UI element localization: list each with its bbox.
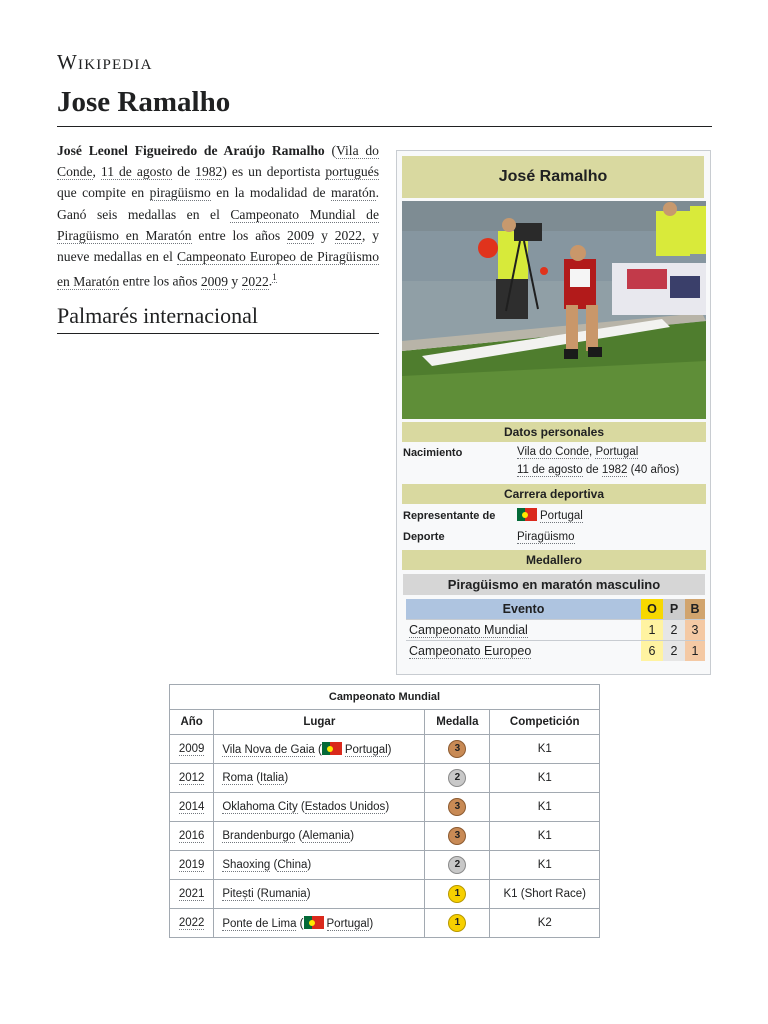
place-cell xyxy=(214,764,425,793)
year-cell[interactable] xyxy=(170,793,214,822)
results-caption: Campeonato Mundial xyxy=(170,685,600,710)
text: ) xyxy=(385,801,390,813)
link-year[interactable]: 2019 xyxy=(178,859,205,871)
gold-count: 6 xyxy=(641,641,663,662)
table-row xyxy=(406,641,705,662)
reference-1[interactable] xyxy=(272,272,277,283)
portugal-flag-icon xyxy=(322,742,342,755)
table-row xyxy=(170,909,600,938)
table-row xyxy=(406,620,705,641)
silver-count: 2 xyxy=(663,620,685,641)
place-cell xyxy=(214,909,425,938)
text: ) xyxy=(350,830,355,842)
competition-cell: K1 xyxy=(490,735,600,764)
competition-cell: K1 xyxy=(490,822,600,851)
link-year[interactable]: 2021 xyxy=(178,888,205,900)
medals-header: Medallero xyxy=(402,550,706,570)
medal-cell xyxy=(425,793,490,822)
infobox xyxy=(396,150,711,675)
table-row xyxy=(170,735,600,764)
link-country[interactable]: Portugal xyxy=(344,744,388,756)
link-campeonato-europeo[interactable]: Campeonato Europeo de Piragüismo en Maratón xyxy=(57,249,379,289)
text: ( xyxy=(314,744,322,756)
reference-link[interactable]: 1 xyxy=(272,272,277,283)
text: y xyxy=(314,227,335,243)
link-country[interactable]: Rumania xyxy=(260,888,307,900)
link-country[interactable]: Italia xyxy=(260,772,285,784)
link-2009-second[interactable]: 2009 xyxy=(200,273,229,289)
place-header: Lugar xyxy=(214,710,425,735)
link-2022[interactable]: 2022 xyxy=(334,227,362,243)
table-row xyxy=(170,764,600,793)
link-year[interactable]: 2009 xyxy=(178,743,205,755)
text: ( xyxy=(253,772,261,784)
text: ( xyxy=(296,918,304,930)
place-cell xyxy=(214,735,425,764)
table-row xyxy=(170,822,600,851)
link-representative-country[interactable]: Portugal xyxy=(540,510,583,522)
text: ( xyxy=(253,888,261,900)
link-maraton[interactable]: maratón xyxy=(331,185,376,201)
personal-data-header: Datos personales xyxy=(402,422,706,442)
portugal-flag-icon xyxy=(304,916,324,929)
table-row xyxy=(170,851,600,880)
year-header: Año xyxy=(170,710,214,735)
text: que compite en xyxy=(57,185,150,201)
medal-cell xyxy=(425,822,490,851)
link-country[interactable]: Estados Unidos xyxy=(304,801,386,813)
text: entre los años xyxy=(119,273,201,289)
event-cell[interactable] xyxy=(406,641,641,662)
birth-value xyxy=(517,443,679,479)
medal-icon: 2 xyxy=(448,769,466,787)
portugal-flag-icon xyxy=(517,508,537,521)
text: , xyxy=(92,164,101,180)
medal-icon: 3 xyxy=(448,740,466,758)
text: ( xyxy=(295,830,303,842)
bronze-count: 3 xyxy=(685,620,705,641)
age-text: (40 años) xyxy=(627,464,680,476)
silver-count: 2 xyxy=(663,641,685,662)
event-cell[interactable] xyxy=(406,620,641,641)
medal-cell xyxy=(425,851,490,880)
medal-count-table xyxy=(406,599,705,661)
link-year[interactable]: 2016 xyxy=(178,830,205,842)
place-cell xyxy=(214,822,425,851)
link-sport[interactable]: Piragüismo xyxy=(517,531,575,543)
link-birth-day[interactable]: 11 de agosto xyxy=(517,464,583,476)
link-city[interactable]: Oklahoma City xyxy=(222,801,298,813)
section-divider xyxy=(57,333,379,334)
link-city[interactable]: Vila Nova de Gaia xyxy=(222,744,315,756)
text: , y nueve medallas en el xyxy=(57,227,380,265)
medal-box xyxy=(403,574,705,668)
link-vila-do-conde[interactable]: Vila do Conde xyxy=(57,143,379,180)
link-event[interactable]: Campeonato Mundial xyxy=(409,623,528,637)
competition-cell: K2 xyxy=(490,909,600,938)
link-birth-country[interactable]: Portugal xyxy=(595,446,639,458)
text: ) xyxy=(307,859,312,871)
athlete-photo-image xyxy=(402,201,706,419)
link-city[interactable]: Roma xyxy=(222,772,253,784)
text: ) xyxy=(369,918,374,930)
link-piraguismo[interactable]: piragüismo xyxy=(149,185,211,201)
gold-header: O xyxy=(641,599,663,620)
link-2009[interactable]: 2009 xyxy=(287,227,315,243)
table-row xyxy=(170,880,600,909)
medal-icon: 3 xyxy=(448,827,466,845)
year-cell[interactable] xyxy=(170,851,214,880)
link-campeonato-mundial[interactable]: Campeonato Mundial de Piragüismo en Maratón xyxy=(57,206,379,243)
infobox-title: José Ramalho xyxy=(402,156,704,198)
competition-cell: K1 xyxy=(490,764,600,793)
link-country[interactable]: Alemania xyxy=(302,830,351,842)
page-title: Jose Ramalho xyxy=(57,86,231,118)
medals-discipline: Piragüismo en maratón masculino xyxy=(403,574,705,595)
results-table xyxy=(169,684,600,938)
competition-cell: K1 xyxy=(490,793,600,822)
link-year[interactable]: 2012 xyxy=(178,772,205,784)
medal-header: Medalla xyxy=(425,710,490,735)
text: en la modalidad de xyxy=(210,185,332,201)
text: ) xyxy=(306,888,311,900)
text: ) xyxy=(284,772,289,784)
sport-label: Deporte xyxy=(403,531,445,543)
link-year[interactable]: 2022 xyxy=(178,917,205,929)
event-header: Evento xyxy=(406,599,641,620)
link-city[interactable]: Pitești xyxy=(222,888,254,900)
link-city[interactable]: Brandenburgo xyxy=(222,830,296,842)
year-cell[interactable] xyxy=(170,880,214,909)
text: ( xyxy=(324,143,337,158)
place-cell xyxy=(214,793,425,822)
competition-header: Competición xyxy=(490,710,600,735)
text: de xyxy=(172,164,196,180)
link-year[interactable]: 2014 xyxy=(178,801,205,813)
text: . xyxy=(268,273,273,289)
intro-paragraph xyxy=(57,140,379,292)
year-cell[interactable] xyxy=(170,822,214,851)
medal-cell xyxy=(425,909,490,938)
link-country[interactable]: Portugal xyxy=(326,918,370,930)
table-row xyxy=(170,793,600,822)
text: entre los años xyxy=(191,227,288,243)
wikipedia-wordmark[interactable]: Wikipedia xyxy=(57,50,153,74)
medal-icon: 1 xyxy=(448,885,466,903)
text: de xyxy=(582,464,602,476)
text: . Ganó seis medallas en el xyxy=(57,185,379,222)
link-1982[interactable]: 1982 xyxy=(195,164,223,180)
career-header: Carrera deportiva xyxy=(402,484,706,504)
sport-value xyxy=(517,528,575,546)
link-event[interactable]: Campeonato Europeo xyxy=(409,644,532,658)
subject-name: José Leonel Figueiredo de Araújo Ramalho xyxy=(57,143,325,158)
year-cell[interactable] xyxy=(170,764,214,793)
section-heading: Palmarés internacional xyxy=(57,303,258,328)
place-cell xyxy=(214,851,425,880)
medal-icon: 1 xyxy=(448,914,466,932)
medal-cell xyxy=(425,880,490,909)
link-2022-second[interactable]: 2022 xyxy=(241,273,269,289)
gold-count: 1 xyxy=(641,620,663,641)
birth-label: Nacimiento xyxy=(403,447,463,459)
medal-icon: 3 xyxy=(448,798,466,816)
link-country[interactable]: China xyxy=(277,859,308,871)
text: ( xyxy=(297,801,305,813)
link-city[interactable]: Ponte de Lima xyxy=(222,918,297,930)
bronze-count: 1 xyxy=(685,641,705,662)
silver-header: P xyxy=(663,599,685,620)
representative-label: Representante de xyxy=(403,510,496,522)
medal-icon: 2 xyxy=(448,856,466,874)
text: , xyxy=(589,446,596,458)
link-birth-date[interactable]: 11 de agosto xyxy=(100,164,173,180)
link-birth-year[interactable]: 1982 xyxy=(601,464,628,476)
link-city[interactable]: Shaoxing xyxy=(222,859,271,871)
link-portugues[interactable]: portugués xyxy=(325,164,379,180)
medal-cell xyxy=(425,735,490,764)
athlete-photo[interactable] xyxy=(402,201,706,419)
year-cell[interactable] xyxy=(170,909,214,938)
text: y xyxy=(228,273,242,289)
competition-cell: K1 (Short Race) xyxy=(490,880,600,909)
place-cell xyxy=(214,880,425,909)
text: ( xyxy=(270,859,278,871)
representative-value xyxy=(517,507,583,525)
year-cell[interactable] xyxy=(170,735,214,764)
title-divider xyxy=(57,126,712,127)
text: ) es un deportista xyxy=(222,164,326,180)
bronze-header: B xyxy=(685,599,705,620)
text: ) xyxy=(387,744,392,756)
link-birth-place[interactable]: Vila do Conde xyxy=(517,446,590,458)
competition-cell: K1 xyxy=(490,851,600,880)
medal-cell xyxy=(425,764,490,793)
